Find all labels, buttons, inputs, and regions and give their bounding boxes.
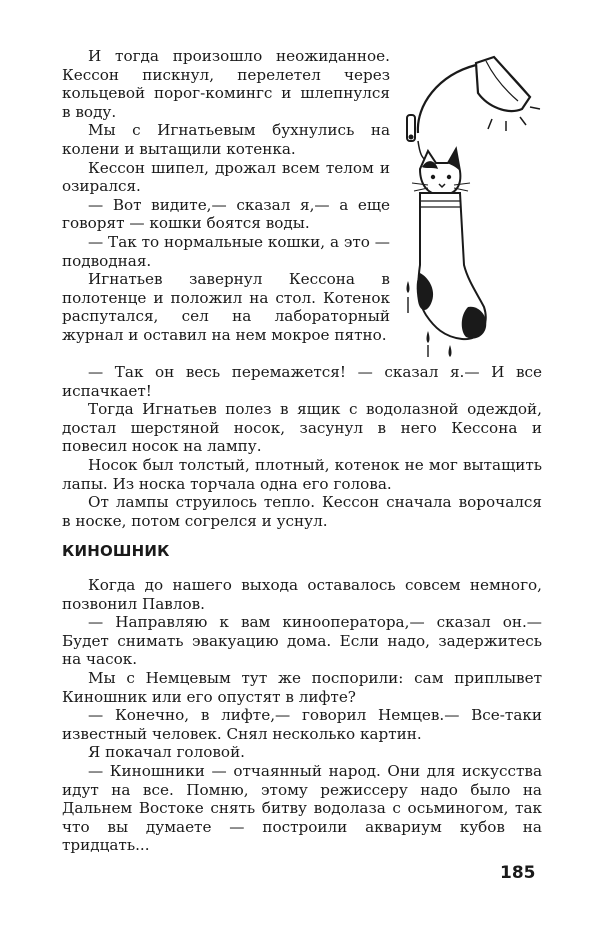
paragraph: От лампы струилось тепло. Кессон сначала ворочался в носке, потом согрелся и уснул.: [62, 493, 542, 530]
paragraph: Игнатьев завернул Кессона в полотенце и положил на стол. Котенок распутался, сел на лабораторный журнал и оставил на нем мокрое пятно.: [62, 270, 390, 344]
paragraph: Мы с Игнатьевым бухнулись на колени и вытащили котенка.: [62, 121, 390, 158]
narrow-text-column: [62, 47, 390, 345]
section-heading: КИНОШНИК: [62, 542, 170, 560]
paragraph: Когда до нашего выхода оставалось совсем немного, позвонил Павлов.: [62, 576, 542, 613]
paragraph: Носок был толстый, плотный, котенок не мог вытащить лапы. Из носка торчала одна его голова.: [62, 455, 542, 493]
paragraph: Кессон шипел, дрожал всем телом и озирался.: [62, 158, 390, 196]
paragraph: Тогда Игнатьев полез в ящик с водолазной одеждой, достал шерстяной носок, засунул в него Кессона и повесил носок на лампу.: [62, 400, 542, 456]
section-text: [62, 576, 542, 855]
paragraph: Я покачал головой.: [88, 743, 246, 762]
page-number: 185: [500, 863, 536, 883]
paragraph: Мы с Немцевым тут же поспорили: сам приплывет Киношник или его опустят в лифте?: [62, 668, 542, 706]
kitten-in-sock-illustration: [398, 45, 548, 365]
paragraph: — Направляю к вам кинооператора,— сказал он.— Будет снимать эвакуацию дома. Если надо, задержитесь на часок.: [62, 613, 542, 669]
paragraph: И тогда произошло неожиданное. Кессон пискнул, перелетел через кольцевой порог-комингс и шлепнулся в воду.: [62, 47, 390, 121]
paragraph: — Вот видите,— сказал я,— а еще говорят — кошки боятся воды.: [62, 195, 390, 233]
full-width-text: [62, 363, 542, 530]
paragraph: — Так то нормальные кошки, а это — подводная.: [62, 232, 390, 270]
paragraph: — Конечно, в лифте,— говорил Немцев.— Все-таки известный человек. Снял несколько картин.: [62, 706, 542, 743]
paragraph: — Киношники — отчаянный народ. Они для искусства идут на все. Помню, этому режиссеру надо было на Дальнем Востоке снять битву водолаза с осьминогом, так что вы думаете — построили аквариум кубов на тридцать...: [62, 761, 542, 855]
paragraph: — Так он весь перемажется! — сказал я.— И все испачкает!: [62, 363, 542, 400]
